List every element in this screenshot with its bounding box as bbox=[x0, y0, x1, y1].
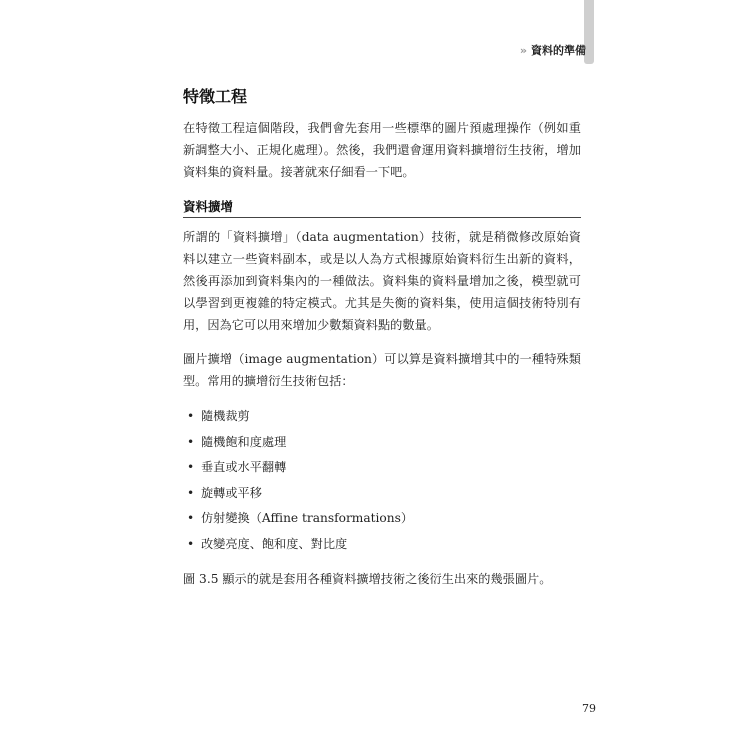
figure-reference-paragraph: 圖 3.5 顯示的就是套用各種資料擴增技術之後衍生出來的幾張圖片。 bbox=[183, 571, 552, 586]
bullet-icon: • bbox=[187, 460, 195, 475]
list-item-text: 隨機裁剪 bbox=[201, 409, 250, 423]
bullet-icon: • bbox=[187, 434, 195, 449]
list-item-text: 改變亮度、飽和度、對比度 bbox=[201, 536, 348, 551]
list-item-text: 垂直或水平翻轉 bbox=[201, 460, 287, 475]
list-item-text: 隨機飽和度處理 bbox=[201, 434, 287, 449]
list-item bbox=[187, 455, 581, 481]
image-augmentation-paragraph: 圖片擴增（image augmentation）可以算是資料擴增其中的一種特殊類型。常用的擴增衍生技術包括： bbox=[183, 352, 581, 388]
list-item bbox=[187, 404, 581, 430]
list-item bbox=[187, 481, 581, 507]
list-item bbox=[187, 506, 581, 532]
subsection-title: 資料擴增 bbox=[183, 197, 581, 218]
list-item-text: 仿射變換（Affine transformations） bbox=[201, 511, 414, 526]
running-head-text: 資料的準備 bbox=[531, 44, 586, 57]
bullet-icon: • bbox=[187, 485, 195, 500]
list-item-text: 旋轉或平移 bbox=[201, 485, 262, 500]
bullet-icon: • bbox=[187, 511, 195, 526]
data-augmentation-paragraph: 所謂的「資料擴增」（data augmentation）技術，就是稍微修改原始資料以建立一些資料副本，或是以人為方式根據原始資料衍生出新的資料，然後再添加到資料集內的一種做法。資料集的資料量增加之後，模型就可以學習到更複雜的特定模式。尤其是失衡的資料集，使用這個技術特別有用，因為它可以用來增加少數類資料點的數量。 bbox=[183, 230, 581, 332]
augmentation-techniques-list bbox=[183, 404, 581, 558]
list-item bbox=[187, 532, 581, 558]
bullet-icon: • bbox=[187, 409, 195, 423]
page-content bbox=[183, 84, 581, 602]
list-item bbox=[187, 430, 581, 456]
intro-paragraph: 在特徵工程這個階段，我們會先套用一些標準的圖片預處理操作（例如重新調整大小、正規化處理）。然後，我們還會運用資料擴增衍生技術，增加資料集的資料量。接著就來仔細看一下吧。 bbox=[183, 121, 581, 179]
page-number: 79 bbox=[582, 702, 596, 715]
section-title: 特徵工程 bbox=[183, 87, 248, 106]
chevron-right-icon: ›› bbox=[519, 44, 525, 57]
bullet-icon: • bbox=[187, 536, 195, 551]
running-head bbox=[520, 42, 586, 58]
